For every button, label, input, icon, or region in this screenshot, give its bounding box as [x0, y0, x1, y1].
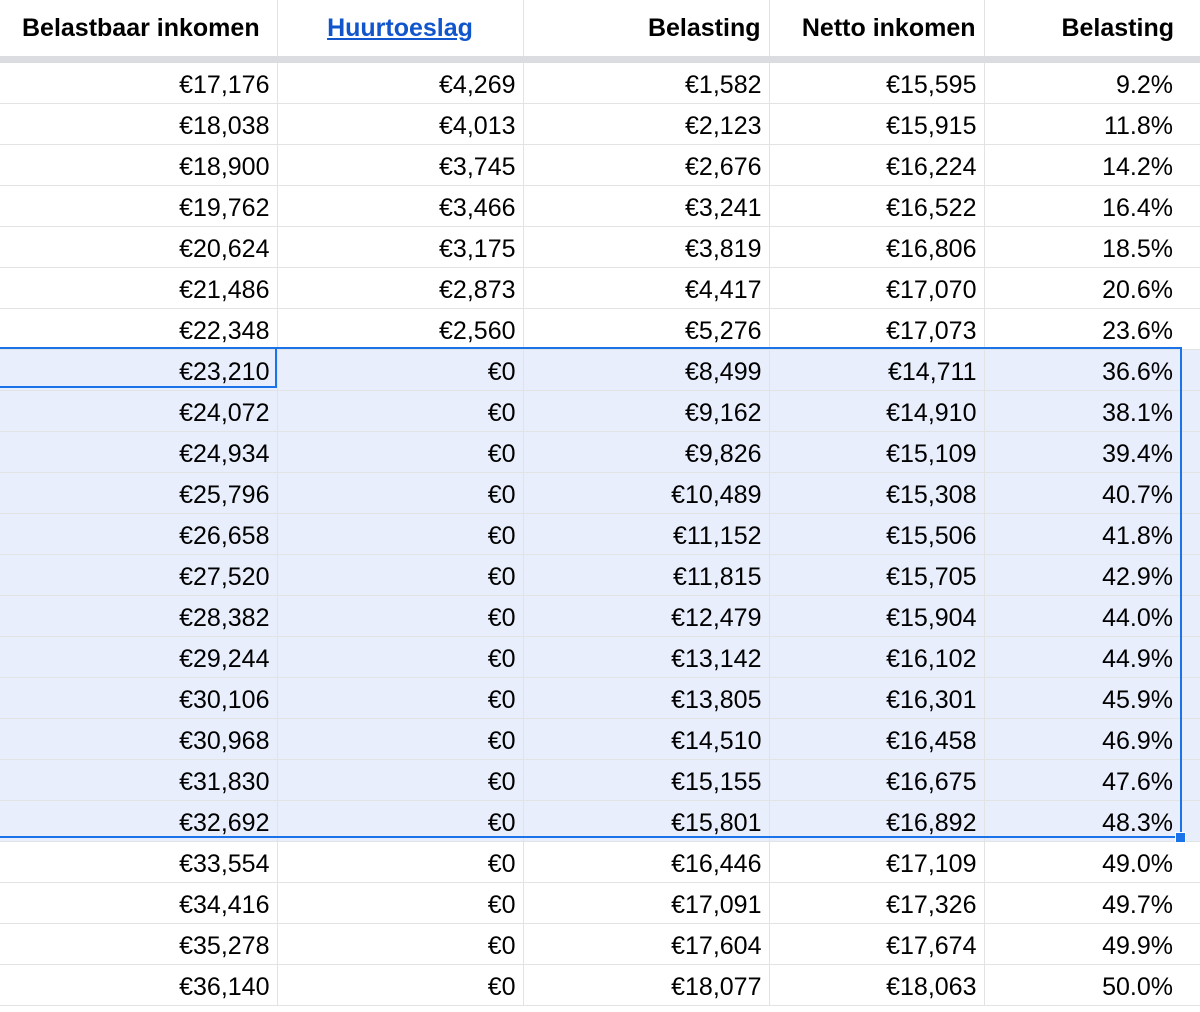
- huurtoeslag-cell[interactable]: €0: [277, 965, 523, 1006]
- belasting-cell[interactable]: €2,676: [523, 145, 769, 186]
- table-row: [0, 473, 1200, 514]
- table-row: [0, 719, 1200, 760]
- huurtoeslag-cell[interactable]: €4,013: [277, 104, 523, 145]
- belasting-cell[interactable]: €5,276: [523, 309, 769, 350]
- netto-inkomen-cell[interactable]: €17,073: [769, 309, 984, 350]
- huurtoeslag-cell[interactable]: €0: [277, 473, 523, 514]
- netto-inkomen-cell[interactable]: €15,506: [769, 514, 984, 555]
- belasting-cell[interactable]: €14,510: [523, 719, 769, 760]
- huurtoeslag-cell[interactable]: €0: [277, 596, 523, 637]
- table-row: [0, 760, 1200, 801]
- belastbaar-inkomen-cell[interactable]: €22,348: [0, 309, 277, 350]
- belasting-cell[interactable]: €9,826: [523, 432, 769, 473]
- table-row: [0, 145, 1200, 186]
- belastbaar-inkomen-cell[interactable]: €27,520: [0, 555, 277, 596]
- belasting-cell[interactable]: €10,489: [523, 473, 769, 514]
- table-row: [0, 801, 1200, 842]
- belasting-percentage-cell[interactable]: 47.6%: [984, 760, 1200, 801]
- netto-inkomen-cell[interactable]: €15,904: [769, 596, 984, 637]
- huurtoeslag-cell[interactable]: €0: [277, 842, 523, 883]
- belasting-cell[interactable]: €11,815: [523, 555, 769, 596]
- netto-inkomen-cell[interactable]: €15,109: [769, 432, 984, 473]
- column-header-label: Belasting: [1061, 13, 1174, 42]
- belasting-cell[interactable]: €15,155: [523, 760, 769, 801]
- table-row: [0, 555, 1200, 596]
- belastbaar-inkomen-cell[interactable]: €24,072: [0, 391, 277, 432]
- belasting-cell[interactable]: €18,077: [523, 965, 769, 1006]
- belasting-percentage-cell[interactable]: 46.9%: [984, 719, 1200, 760]
- netto-inkomen-cell[interactable]: €18,063: [769, 965, 984, 1006]
- huurtoeslag-cell[interactable]: €0: [277, 350, 523, 391]
- belasting-percentage-cell[interactable]: 11.8%: [984, 104, 1200, 145]
- netto-inkomen-cell[interactable]: €16,301: [769, 678, 984, 719]
- belasting-percentage-cell[interactable]: 44.0%: [984, 596, 1200, 637]
- netto-inkomen-cell[interactable]: €14,711: [769, 350, 984, 391]
- fill-handle[interactable]: [1175, 832, 1186, 843]
- belasting-cell[interactable]: €2,123: [523, 104, 769, 145]
- belasting-percentage-cell[interactable]: 49.7%: [984, 883, 1200, 924]
- belasting-cell[interactable]: €13,142: [523, 637, 769, 678]
- huurtoeslag-cell[interactable]: €3,745: [277, 145, 523, 186]
- table-row: [0, 965, 1200, 1006]
- belasting-cell[interactable]: €17,091: [523, 883, 769, 924]
- belasting-percentage-cell[interactable]: 23.6%: [984, 309, 1200, 350]
- belastbaar-inkomen-cell[interactable]: €24,934: [0, 432, 277, 473]
- netto-inkomen-cell[interactable]: €15,705: [769, 555, 984, 596]
- table-row: [0, 678, 1200, 719]
- belasting-percentage-cell[interactable]: 48.3%: [984, 801, 1200, 842]
- table-body: [0, 60, 1200, 1006]
- column-header-huurtoeslag[interactable]: [277, 0, 523, 60]
- belastbaar-inkomen-cell[interactable]: €33,554: [0, 842, 277, 883]
- table-row: [0, 268, 1200, 309]
- belasting-percentage-cell[interactable]: 49.9%: [984, 924, 1200, 965]
- column-header-label: Netto inkomen: [801, 13, 976, 42]
- table-row: [0, 596, 1200, 637]
- column-header-netto-inkomen[interactable]: [769, 0, 984, 60]
- belastbaar-inkomen-cell[interactable]: €30,968: [0, 719, 277, 760]
- netto-inkomen-cell[interactable]: €17,070: [769, 268, 984, 309]
- belasting-cell[interactable]: €16,446: [523, 842, 769, 883]
- belastbaar-inkomen-cell[interactable]: €35,278: [0, 924, 277, 965]
- huurtoeslag-cell[interactable]: €0: [277, 678, 523, 719]
- belasting-percentage-cell[interactable]: 45.9%: [984, 678, 1200, 719]
- belastbaar-inkomen-cell[interactable]: €29,244: [0, 637, 277, 678]
- table-row: [0, 104, 1200, 145]
- table-row: [0, 309, 1200, 350]
- belasting-cell[interactable]: €15,801: [523, 801, 769, 842]
- table-row: [0, 350, 1200, 391]
- table-row: [0, 637, 1200, 678]
- table-row: [0, 924, 1200, 965]
- belasting-percentage-cell[interactable]: 40.7%: [984, 473, 1200, 514]
- netto-inkomen-cell[interactable]: €17,109: [769, 842, 984, 883]
- column-header-label: Belastbaar inkomen: [22, 13, 260, 42]
- belasting-cell[interactable]: €3,819: [523, 227, 769, 268]
- huurtoeslag-cell[interactable]: €2,560: [277, 309, 523, 350]
- huurtoeslag-cell[interactable]: €0: [277, 555, 523, 596]
- belasting-percentage-cell[interactable]: 14.2%: [984, 145, 1200, 186]
- netto-inkomen-cell[interactable]: €17,674: [769, 924, 984, 965]
- belasting-percentage-cell[interactable]: 20.6%: [984, 268, 1200, 309]
- netto-inkomen-cell[interactable]: €15,915: [769, 104, 984, 145]
- belasting-percentage-cell[interactable]: 49.0%: [984, 842, 1200, 883]
- belasting-cell[interactable]: €3,241: [523, 186, 769, 227]
- huurtoeslag-cell[interactable]: €0: [277, 719, 523, 760]
- table-row: [0, 432, 1200, 473]
- table-row: [0, 883, 1200, 924]
- huurtoeslag-cell[interactable]: €2,873: [277, 268, 523, 309]
- belastbaar-inkomen-cell[interactable]: €20,624: [0, 227, 277, 268]
- table-row: [0, 227, 1200, 268]
- belasting-cell[interactable]: €1,582: [523, 60, 769, 104]
- belastbaar-inkomen-cell[interactable]: €25,796: [0, 473, 277, 514]
- huurtoeslag-cell[interactable]: €3,175: [277, 227, 523, 268]
- belasting-percentage-cell[interactable]: 42.9%: [984, 555, 1200, 596]
- belastbaar-inkomen-cell[interactable]: €18,038: [0, 104, 277, 145]
- belastbaar-inkomen-cell[interactable]: €34,416: [0, 883, 277, 924]
- table-row: [0, 391, 1200, 432]
- netto-inkomen-cell[interactable]: €14,910: [769, 391, 984, 432]
- huurtoeslag-cell[interactable]: €3,466: [277, 186, 523, 227]
- belasting-cell[interactable]: €13,805: [523, 678, 769, 719]
- belasting-percentage-cell[interactable]: 18.5%: [984, 227, 1200, 268]
- column-header-belasting[interactable]: [523, 0, 769, 60]
- huurtoeslag-cell[interactable]: €0: [277, 760, 523, 801]
- netto-inkomen-cell[interactable]: €15,308: [769, 473, 984, 514]
- netto-inkomen-cell[interactable]: €16,892: [769, 801, 984, 842]
- netto-inkomen-cell[interactable]: €16,102: [769, 637, 984, 678]
- belasting-cell[interactable]: €9,162: [523, 391, 769, 432]
- belastbaar-inkomen-cell[interactable]: €21,486: [0, 268, 277, 309]
- belasting-percentage-cell[interactable]: 44.9%: [984, 637, 1200, 678]
- netto-inkomen-cell[interactable]: €16,806: [769, 227, 984, 268]
- belastbaar-inkomen-cell[interactable]: €36,140: [0, 965, 277, 1006]
- huurtoeslag-cell[interactable]: €0: [277, 924, 523, 965]
- column-header-label: Belasting: [647, 13, 761, 42]
- belasting-cell[interactable]: €11,152: [523, 514, 769, 555]
- netto-inkomen-cell[interactable]: €16,224: [769, 145, 984, 186]
- belastbaar-inkomen-cell[interactable]: €28,382: [0, 596, 277, 637]
- belastbaar-inkomen-cell[interactable]: €19,762: [0, 186, 277, 227]
- table-row: [0, 514, 1200, 555]
- belasting-cell[interactable]: €8,499: [523, 350, 769, 391]
- belasting-percentage-cell[interactable]: 9.2%: [984, 60, 1200, 104]
- netto-inkomen-cell[interactable]: €16,522: [769, 186, 984, 227]
- huurtoeslag-cell[interactable]: €4,269: [277, 60, 523, 104]
- belasting-percentage-cell[interactable]: 50.0%: [984, 965, 1200, 1006]
- table-row: [0, 60, 1200, 104]
- belastbaar-inkomen-cell[interactable]: €26,658: [0, 514, 277, 555]
- huurtoeslag-cell[interactable]: €0: [277, 883, 523, 924]
- belasting-percentage-cell[interactable]: 16.4%: [984, 186, 1200, 227]
- belasting-cell[interactable]: €4,417: [523, 268, 769, 309]
- belasting-percentage-cell[interactable]: 39.4%: [984, 432, 1200, 473]
- belasting-cell[interactable]: €12,479: [523, 596, 769, 637]
- belastbaar-inkomen-cell[interactable]: €31,830: [0, 760, 277, 801]
- netto-inkomen-cell[interactable]: €15,595: [769, 60, 984, 104]
- column-header-belasting-percentage[interactable]: [984, 0, 1200, 60]
- netto-inkomen-cell[interactable]: €17,326: [769, 883, 984, 924]
- belasting-percentage-cell[interactable]: 36.6%: [984, 350, 1200, 391]
- huurtoeslag-cell[interactable]: €0: [277, 637, 523, 678]
- header-row: [0, 0, 1200, 60]
- table-row: [0, 186, 1200, 227]
- netto-inkomen-cell[interactable]: €16,675: [769, 760, 984, 801]
- huurtoeslag-cell[interactable]: €0: [277, 391, 523, 432]
- belasting-cell[interactable]: €17,604: [523, 924, 769, 965]
- column-header-belastbaar-inkomen[interactable]: [0, 0, 277, 60]
- huurtoeslag-cell[interactable]: €0: [277, 432, 523, 473]
- belastbaar-inkomen-cell[interactable]: €17,176: [0, 60, 277, 104]
- belastbaar-inkomen-cell[interactable]: €30,106: [0, 678, 277, 719]
- huurtoeslag-cell[interactable]: €0: [277, 801, 523, 842]
- belastbaar-inkomen-cell[interactable]: €23,210: [0, 350, 277, 391]
- belastbaar-inkomen-cell[interactable]: €18,900: [0, 145, 277, 186]
- table-row: [0, 842, 1200, 883]
- belastbaar-inkomen-cell[interactable]: €32,692: [0, 801, 277, 842]
- belasting-percentage-cell[interactable]: 41.8%: [984, 514, 1200, 555]
- netto-inkomen-cell[interactable]: €16,458: [769, 719, 984, 760]
- huurtoeslag-cell[interactable]: €0: [277, 514, 523, 555]
- belasting-percentage-cell[interactable]: 38.1%: [984, 391, 1200, 432]
- huurtoeslag-link[interactable]: Huurtoeslag: [327, 13, 473, 42]
